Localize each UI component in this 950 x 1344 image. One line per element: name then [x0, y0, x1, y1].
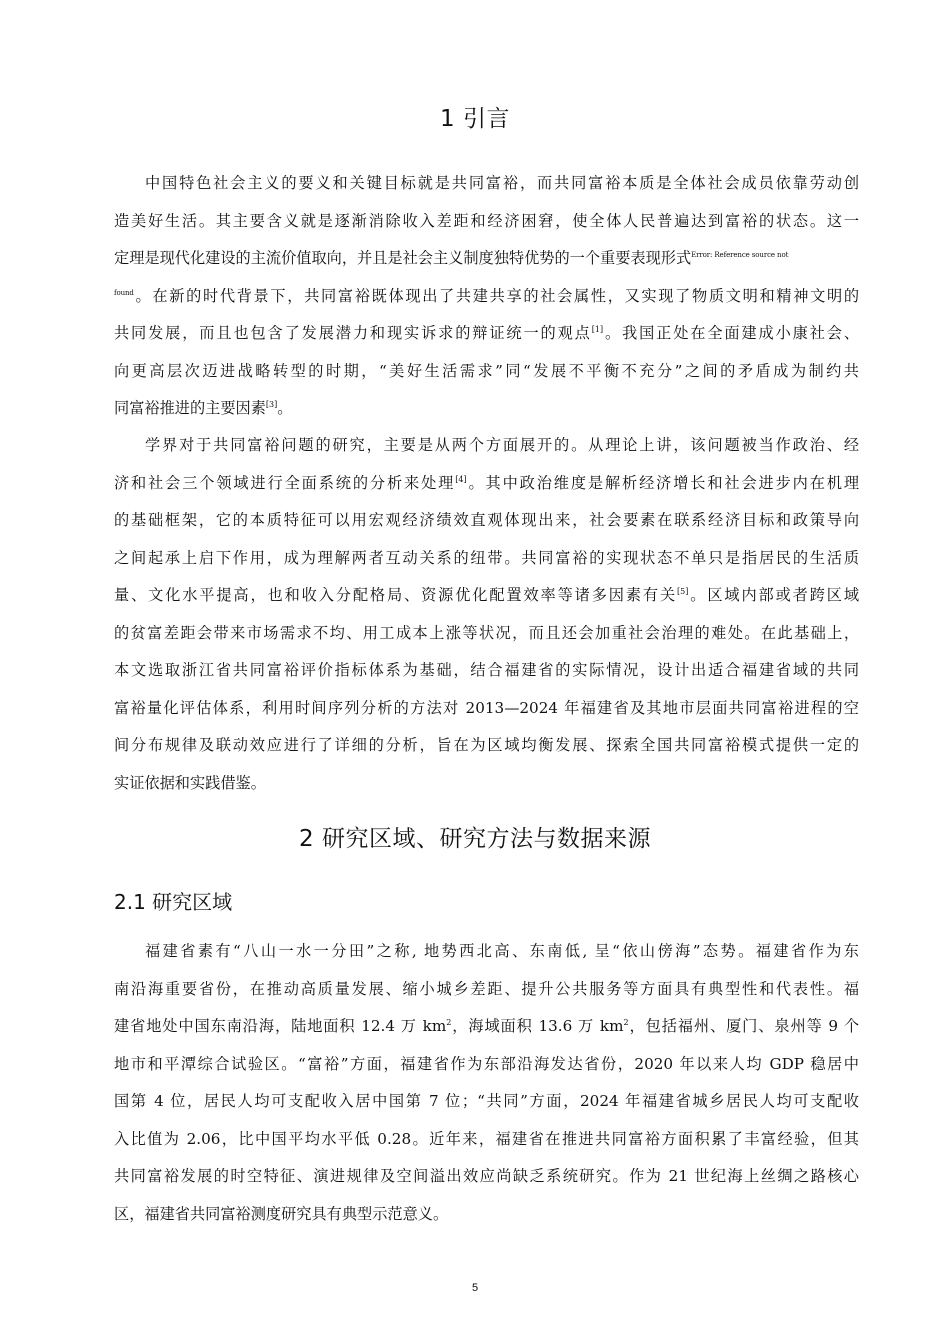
- text-line: [114, 465, 859, 503]
- text-segment: 济和社会三个领域进行全面系统的分析来处理: [114, 473, 456, 492]
- text-segment: ，海域面积 13.6 万 km: [451, 1017, 624, 1035]
- text-segment: 。在新的时代背景下，共同富裕既体现出了共建共享的社会属性，又实现了物质文明和精神文明的: [133, 286, 859, 305]
- text-line: 国第 4 位，居民人均可支配收入居中国第 7 位；“共同”方面，2024 年福建省城乡居民人均可支配收: [114, 1092, 859, 1110]
- text-segment: 共同发展，而且也包含了发展潜力和现实诉求的辩证统一的观点: [114, 324, 592, 342]
- text-line: 富裕量化评估体系，利用时间序列分析的方法对 2013—2024 年福建省及其地市层面共同富裕进程的空: [114, 698, 859, 717]
- text-line: [114, 390, 859, 428]
- text-line: 的基础框架，它的本质特征可以用宏观经济绩效直观体现出来，社会要素在联系经济目标和政策导向: [114, 511, 859, 529]
- text-line: 福建省素有“八山一水一分田”之称, 地势西北高、东南低, 呈“依山傍海”态势。福建省作为东: [145, 942, 859, 960]
- text-line: [114, 240, 859, 278]
- text-line: 之间起承上启下作用，成为理解两者互动关系的纽带。共同富裕的实现状态不单只是指居民的生活质: [114, 548, 859, 567]
- text-line: 向更高层次迈进战略转型的时期，“美好生活需求”同“发展不平衡不充分”之间的矛盾成为制约共: [114, 361, 859, 380]
- text-segment: 量、文化水平提高，也和收入分配格局、资源优化配置效率等诸多因素有关: [114, 586, 678, 604]
- text-line: [114, 577, 859, 615]
- text-line: [114, 315, 859, 353]
- text-line: [114, 278, 859, 316]
- text-line: 入比值为 2.06，比中国平均水平低 0.28。近年来，福建省在推进共同富裕方面积累了丰富经验，但其: [114, 1129, 859, 1148]
- text-segment: 同富裕推进的主要因素: [114, 399, 266, 417]
- superscript: 2: [446, 1018, 452, 1027]
- citation: [4]: [455, 474, 467, 484]
- text-line: 中国特色社会主义的要义和关键目标就是共同富裕，而共同富裕本质是全体社会成员依靠劳动创: [145, 174, 859, 192]
- paragraph-introduction-2: [114, 427, 859, 802]
- text-line: 的贫富差距会带来市场需求不均、用工成本上涨等状况，而且还会加重社会治理的难处。在此基础上，: [114, 623, 859, 642]
- heading-subsection-2-1: 2.1 研究区域: [114, 890, 233, 914]
- paragraph-introduction-1: [114, 165, 859, 428]
- text-segment: 建省地处中国东南沿海，陆地面积 12.4 万 km: [114, 1017, 447, 1035]
- citation-error: Error: Reference source not: [691, 251, 789, 259]
- text-line: 南沿海重要省份，在推动高质量发展、缩小城乡差距、提升公共服务等方面具有典型性和代表性。福: [114, 979, 859, 998]
- paragraph-study-area: [114, 933, 859, 1233]
- text-segment: ，包括福州、厦门、泉州等 9 个: [628, 1017, 860, 1035]
- text-line: 造美好生活。其主要含义就是逐渐消除收入差距和经济困窘，使全体人民普遍达到富裕的状态。这一: [114, 211, 859, 230]
- superscript: 2: [623, 1018, 629, 1027]
- text-line: [114, 1008, 859, 1046]
- text-segment: 。: [277, 399, 293, 417]
- citation: [1]: [591, 325, 604, 334]
- text-segment: 。区域内部或者跨区域: [688, 586, 860, 604]
- citation: [3]: [265, 400, 278, 409]
- text-line: 间分布规律及联动效应进行了详细的分析，旨在为区域均衡发展、探索全国共同富裕模式提供一定的: [114, 736, 859, 754]
- heading-section-2: 2 研究区域、研究方法与数据来源: [299, 826, 651, 852]
- heading-introduction: 1 引言: [440, 106, 510, 132]
- text-segment: 。其中政治维度是解析经济增长和社会进步内在机理: [466, 473, 860, 492]
- citation-error: found: [114, 288, 134, 297]
- text-segment: 定理是现代化建设的主流价值取向，并且是社会主义制度独特优势的一个重要表现形式: [114, 249, 692, 267]
- page-number: 5: [471, 1282, 479, 1294]
- text-segment: 。我国正处在全面建成小康社会、: [603, 324, 860, 342]
- text-line: 区，福建省共同富裕测度研究具有典型示范意义。: [114, 1204, 449, 1223]
- text-line: 实证依据和实践借鉴。: [114, 773, 266, 792]
- citation: [5]: [677, 587, 689, 596]
- text-line: 本文选取浙江省共同富裕评价指标体系为基础，结合福建省的实际情况，设计出适合福建省域的共同: [114, 661, 859, 679]
- text-line: 学界对于共同富裕问题的研究，主要是从两个方面展开的。从理论上讲，该问题被当作政治、经: [145, 436, 859, 454]
- text-line: 共同富裕发展的时空特征、演进规律及空间溢出效应尚缺乏系统研究。作为 21 世纪海上丝绸之路核心: [114, 1167, 859, 1185]
- text-line: 地市和平潭综合试验区。“富裕”方面，福建省作为东部沿海发达省份，2020 年以来人均 GDP 稳居中: [114, 1054, 859, 1073]
